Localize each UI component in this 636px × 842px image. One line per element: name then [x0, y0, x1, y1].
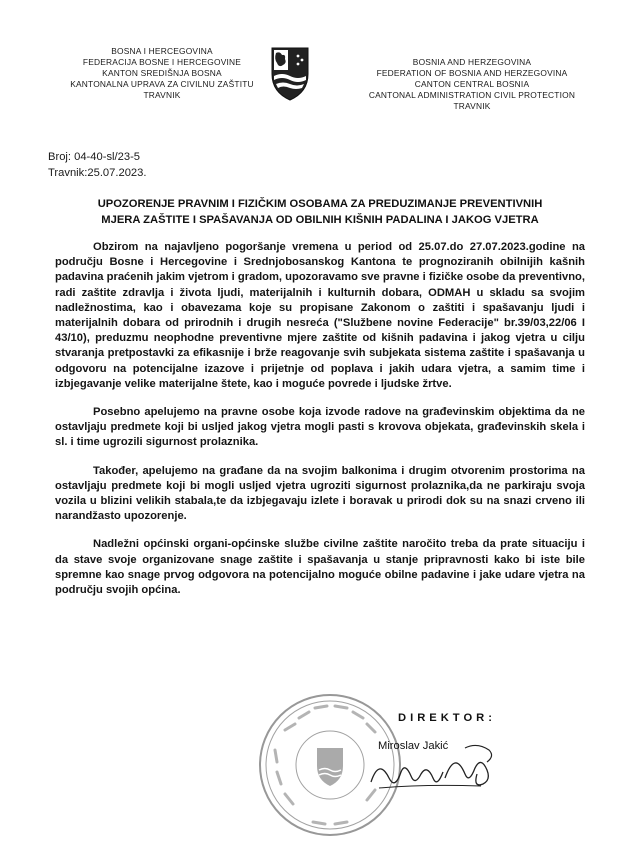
header-right-line: CANTONAL ADMINISTRATION CIVIL PROTECTION — [368, 90, 576, 100]
header-left — [52, 46, 272, 101]
body-paragraph: Nadležni općinski organi-općinske službe civilne zaštite naročito treba da prate situaciju i da stave svoje organizovane snage zaštite i spašavanja u stanje pripravnosti kako bi iste bile spremne kao snage prvog odgovora na potencijalno moguće obilne padavine i jake udare vjetra na području svojih općina. — [55, 538, 585, 597]
header-right-line: BOSNIA AND HERZEGOVINA — [412, 57, 532, 67]
signatory-name: Miroslav Jakić — [378, 740, 449, 752]
body-paragraph: Posebno apelujemo na pravne osobe koja izvode radove na građevinskim objektima da ne ostavljaju predmete koji bi usljed jakog vjetra mogli pasti s krovova objekata, građevinskih skela i sl. i time ugrozili sigurnost prolaznika. — [55, 406, 585, 449]
document-title — [40, 196, 600, 228]
title-line: MJERA ZAŠTITE I SPAŠAVANJA OD OBILNIH KIŠNIH PADALINA I JAKOG VJETRA — [101, 214, 539, 226]
header-right-line: TRAVNIK — [453, 101, 491, 111]
header-left-line: FEDERACIJA BOSNE I HERCEGOVINE — [82, 57, 242, 67]
title-line: UPOZORENJE PRAVNIM I FIZIČKIM OSOBAMA ZA PREDUZIMANJE PREVENTIVNIH — [97, 198, 543, 210]
header-left-line: BOSNA I HERCEGOVINA — [111, 46, 213, 56]
coat-of-arms-icon — [268, 44, 312, 102]
signatory-role: DIREKTOR: — [398, 712, 496, 724]
header-right-line: FEDERATION OF BOSNIA AND HERZEGOVINA — [376, 68, 568, 78]
header-left-line: TRAVNIK — [143, 90, 181, 100]
body-paragraph: Također, apelujemo na građane da na svojim balkonima i drugim otvorenim prostorima na ostavljaju predmete koji bi mogli usljed vjetra ugroziti sigurnost prolaznika,da ne parkiraju svoja vozila u blizini velikih stabala,te da izbjegavaju izlete i boravak u prirodi dok su na snazi crveno ili narandžasto upozorenje. — [55, 464, 585, 523]
header-right-line: CANTON CENTRAL BOSNIA — [414, 79, 530, 89]
document-body — [55, 240, 585, 611]
handwritten-signature — [365, 738, 500, 798]
header-left-line: KANTONALNA UPRAVA ZA CIVILNU ZAŠTITU — [70, 79, 254, 89]
body-paragraph: Obzirom na najavljeno pogoršanje vremena u period od 25.07.do 27.07.2023.godine na području Bosne i Hercegovine i Srednjobosanskog Kantona te prognoziranih obilnijih kašnih padavina praćenih jakim vjetrom i gradom, upozoravamo sve pravne i fizičke osobe da preventivno, radi zaštite zdravlja i života ljudi, materijalnih i kulturnih dobara, ODMAH u skladu sa svojim nadležnostima, kao i obavezama koje su propisane Zakonom o zaštiti i spašavanju ljudi i materijalnih dobara od prirodnih i drugih nesreća ("Službene novine Federacije" br.39/03,22/06 I 43/10), preduzmu neophodne preventivne mjere zaštite od kišnih padavina i jakog vjetra u cilju stvaranja pretpostavki za efikasnije i brže reagovanje svih subjekata sistema zaštite i spašavanja u odgovoru na potencijalne izazove i prijetnje od poplava i jakih udara vjetra, a samim time i izbjegavanje velike materijalne štete, kao i moguće povrede i ljudske žrtve. — [55, 241, 585, 390]
reference-date: Travnik:25.07.2023. — [48, 167, 147, 179]
header-left-line: KANTON SREDIŠNJA BOSNA — [102, 68, 222, 78]
reference-number: Broj: 04-40-sl/23-5 — [48, 151, 141, 163]
header-right — [352, 57, 592, 112]
